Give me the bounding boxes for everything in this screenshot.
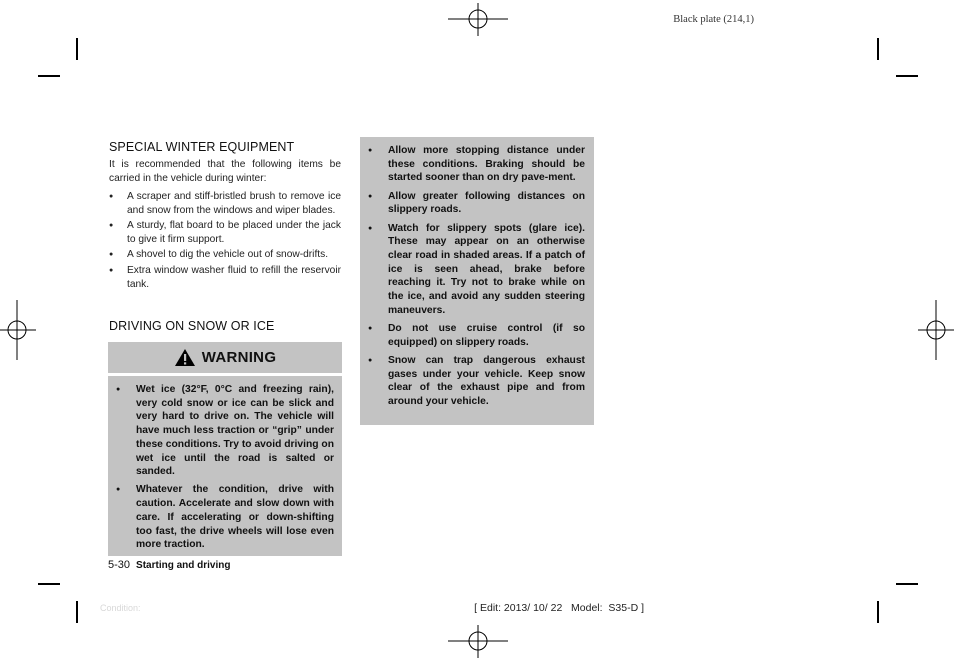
edit-info: [ Edit: 2013/ 10/ 22 Model: S35-D ] [474,602,644,614]
section-title-snow-ice: DRIVING ON SNOW OR ICE [109,319,275,333]
crop-mark [896,583,918,585]
warning-label: WARNING [201,349,277,366]
crop-mark [38,583,60,585]
list-item: ● Extra window washer fluid to refill the reservoir tank. [109,264,341,291]
caution-box [360,137,594,425]
crop-mark [877,38,879,60]
winter-equipment-list [109,190,341,293]
page-footer [108,559,230,571]
caution-item: ● Snow can trap dangerous exhaust gases under your vehicle. Keep snow clear of the exhaust pipe and from around your vehicle. [360,354,585,409]
footer-section-name: Starting and driving [136,560,231,571]
condition-label: Condition: [100,603,141,613]
caution-item: ● Do not use cruise control (if so equipped) on slippery roads. [360,322,585,349]
crop-mark [896,75,918,77]
page-number: 5-30 [108,559,131,571]
caution-item: ● Watch for slippery spots (glare ice). These may appear on an otherwise clear road in shaded areas. If a patch of ice is seen ahead, brake before reaching it. Try not to brake while on the ice, and avoid any sudden steering maneuvers. [360,222,585,318]
list-item: ● A scraper and stiff-bristled brush to remove ice and snow from the windows and wiper blades. [109,190,341,217]
caution-item: ● Allow more stopping distance under these conditions. Braking should be started sooner than on dry pave-ment. [360,144,585,185]
registration-mark-bottom [448,622,508,661]
warning-triangle-icon [174,348,196,367]
warning-item: ● Whatever the condition, drive with caution. Accelerate and slow down with care. If accelerating or down-shifting too fast, the drive wheels will lose even more traction. [108,483,334,552]
crop-mark [76,38,78,60]
warning-box [108,376,342,556]
warning-item: ● Wet ice (32°F, 0°C and freezing rain), very cold snow or ice can be slick and very hard to drive on. The vehicle will have much less traction or “grip” under these conditions. Try to avoid driving on wet ice until the road is salted or sanded. [108,383,334,479]
list-item: ● A sturdy, flat board to be placed under the jack to give it firm support. [109,219,341,246]
section-title-winter-equipment: SPECIAL WINTER EQUIPMENT [109,140,295,154]
registration-mark-left [0,300,36,360]
registration-mark-right [918,300,954,360]
crop-mark [76,601,78,623]
section-intro: It is recommended that the following items be carried in the vehicle during winter: [109,159,341,184]
plate-label: Black plate (214,1) [673,14,754,25]
list-item: ● A shovel to dig the vehicle out of snow-drifts. [109,248,341,262]
crop-mark [38,75,60,77]
crop-mark [877,601,879,623]
warning-header [108,342,342,373]
registration-mark-top [448,0,508,40]
caution-item: ● Allow greater following distances on slippery roads. [360,190,585,217]
